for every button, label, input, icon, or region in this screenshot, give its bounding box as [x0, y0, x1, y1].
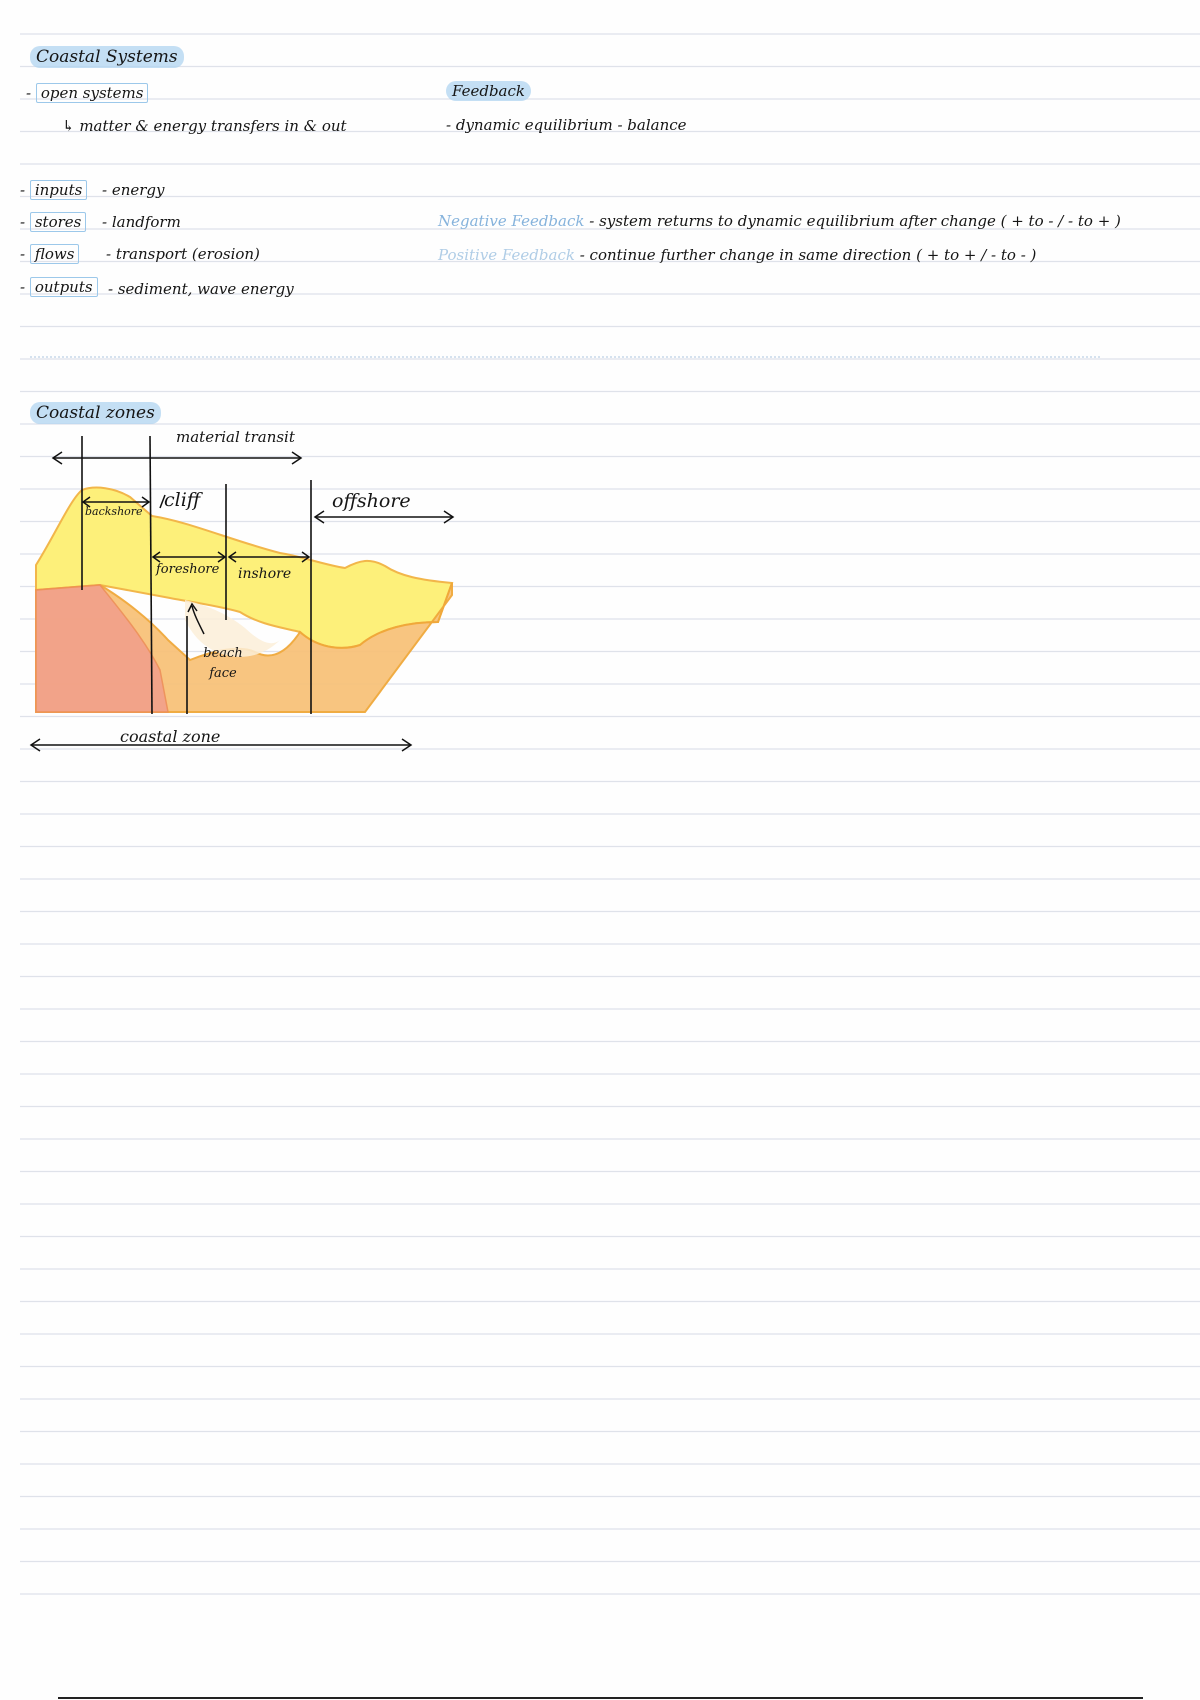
inshore-label: inshore	[238, 566, 292, 582]
coastal-systems-heading: Coastal Systems	[30, 46, 184, 68]
backshore-label: backshore	[85, 505, 143, 518]
flows-label: flows	[30, 244, 80, 264]
open-systems-note: ↳ matter & energy transfers in & out	[62, 117, 347, 135]
coastal-zone-label: coastal zone	[120, 727, 221, 746]
outputs-label: outputs	[30, 277, 98, 297]
negative-feedback-label: Negative Feedback	[438, 212, 585, 230]
foreshore-label: foreshore	[156, 562, 220, 577]
page-bottom-border	[58, 1697, 1143, 1699]
inputs-row: - inputs	[20, 181, 87, 199]
stores-row: - stores	[20, 213, 86, 231]
cliff-label: cliff	[164, 489, 201, 511]
flows-desc: - transport (erosion)	[106, 245, 260, 263]
positive-feedback-line	[438, 246, 1036, 264]
outputs-desc: - sediment, wave energy	[108, 280, 294, 298]
offshore-label: offshore	[332, 490, 411, 512]
positive-feedback-desc: - continue further change in same direction ( + to + / - to - )	[579, 246, 1037, 264]
open-systems-line: - open systems	[26, 84, 148, 102]
positive-feedback-label: Positive Feedback	[438, 246, 575, 264]
open-systems-label: open systems	[36, 83, 149, 103]
flows-row: - flows	[20, 245, 79, 263]
negative-feedback-line	[438, 212, 1121, 230]
inputs-desc: - energy	[102, 181, 165, 199]
stores-desc: - landform	[102, 213, 181, 231]
cliff-rock-face	[36, 585, 168, 712]
feedback-heading: Feedback	[446, 81, 531, 101]
inputs-label: inputs	[30, 180, 87, 200]
outputs-row: - outputs	[20, 278, 98, 296]
dynamic-equilibrium-note: - dynamic equilibrium - balance	[446, 116, 687, 134]
beach-face-label: beach face	[203, 646, 243, 681]
negative-feedback-desc: - system returns to dynamic equilibrium after change ( + to - / - to + )	[589, 212, 1121, 230]
stores-label: stores	[30, 212, 87, 232]
coastal-zones-heading: Coastal zones	[30, 402, 161, 424]
material-transit-label: material transit	[176, 428, 295, 446]
